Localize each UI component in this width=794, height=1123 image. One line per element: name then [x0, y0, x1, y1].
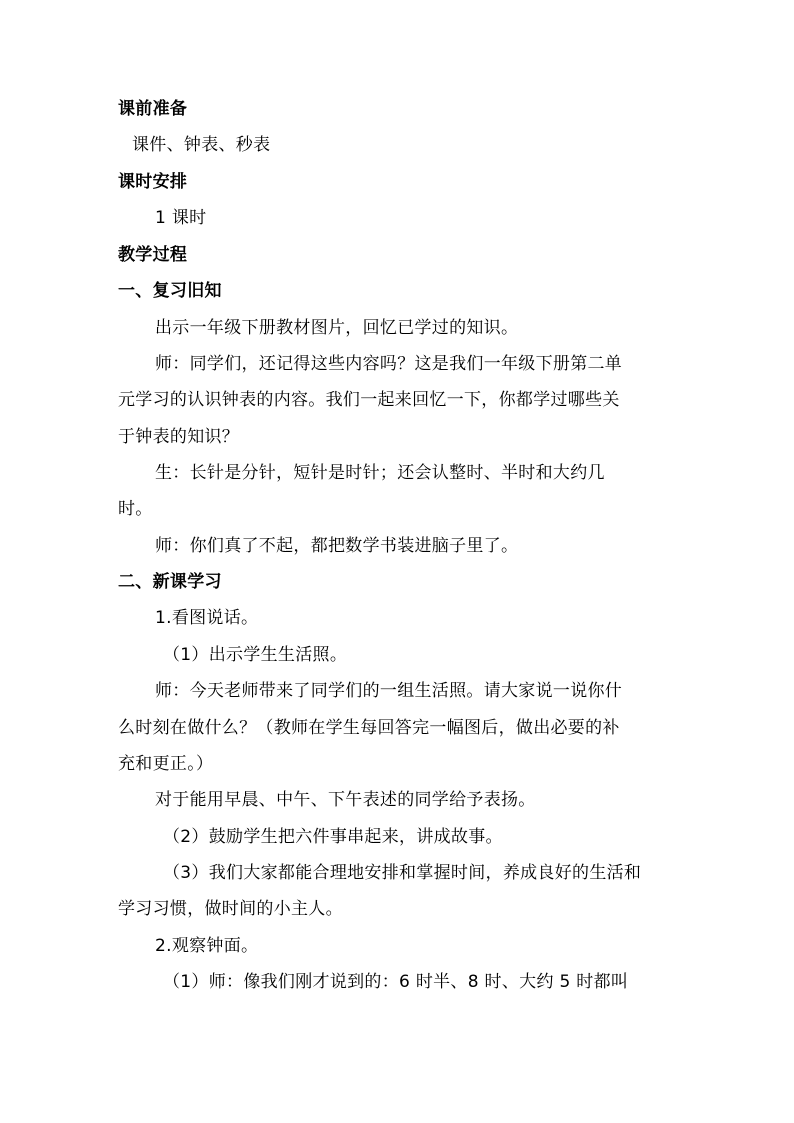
section-heading-new: 二、新课学习 — [118, 572, 222, 592]
section-heading-process: 教学过程 — [118, 245, 188, 265]
paragraph-new-1-line-3: 充和更正。） — [118, 754, 214, 774]
paragraph-prep: 课件、钟表、秒表 — [132, 135, 271, 155]
paragraph-review-2-line-2: 元学习的认识钟表的内容。我们一起来回忆一下，你都学过哪些关 — [118, 390, 620, 410]
subheading-new-1-3-line-2: 学习习惯，做时间的小主人。 — [118, 899, 343, 919]
paragraph-new-2: 对于能用早晨、中午、下午表述的同学给予表扬。 — [155, 790, 536, 810]
paragraph-review-3-line-2: 时。 — [118, 499, 153, 519]
subheading-new-2-1: （1）师：像我们刚才说到的：6 时半、8 时、大约 5 时都叫 — [163, 972, 629, 992]
paragraph-review-2-line-3: 于钟表的知识？ — [118, 427, 240, 447]
subheading-new-1-3-line-1: （3）我们大家都能合理地安排和掌握时间，养成良好的生活和 — [163, 863, 642, 883]
paragraph-new-1-line-2: 么时刻在做什么？（教师在学生每回答完一幅图后，做出必要的补 — [118, 718, 620, 738]
subheading-new-1: 1.看图说话。 — [155, 608, 259, 628]
section-heading-review: 一、复习旧知 — [118, 281, 222, 301]
paragraph-review-3-line-1: 生：长针是分针，短针是时针；还会认整时、半时和大约几 — [155, 463, 605, 483]
section-heading-prep: 课前准备 — [118, 99, 188, 119]
section-heading-schedule: 课时安排 — [118, 172, 188, 192]
subheading-new-1-2: （2）鼓励学生把六件事串起来，讲成故事。 — [163, 827, 503, 847]
paragraph-schedule: 1 课时 — [155, 208, 207, 228]
paragraph-review-2-line-1: 师：同学们，还记得这些内容吗？这是我们一年级下册第二单 — [155, 354, 623, 374]
subheading-new-1-1: （1）出示学生生活照。 — [163, 645, 348, 665]
paragraph-review-1: 出示一年级下册教材图片，回忆已学过的知识。 — [155, 318, 519, 338]
paragraph-new-1-line-1: 师：今天老师带来了同学们的一组生活照。请大家说一说你什 — [155, 681, 623, 701]
paragraph-review-4: 师：你们真了不起，都把数学书装进脑子里了。 — [155, 536, 519, 556]
subheading-new-2: 2.观察钟面。 — [155, 936, 259, 956]
